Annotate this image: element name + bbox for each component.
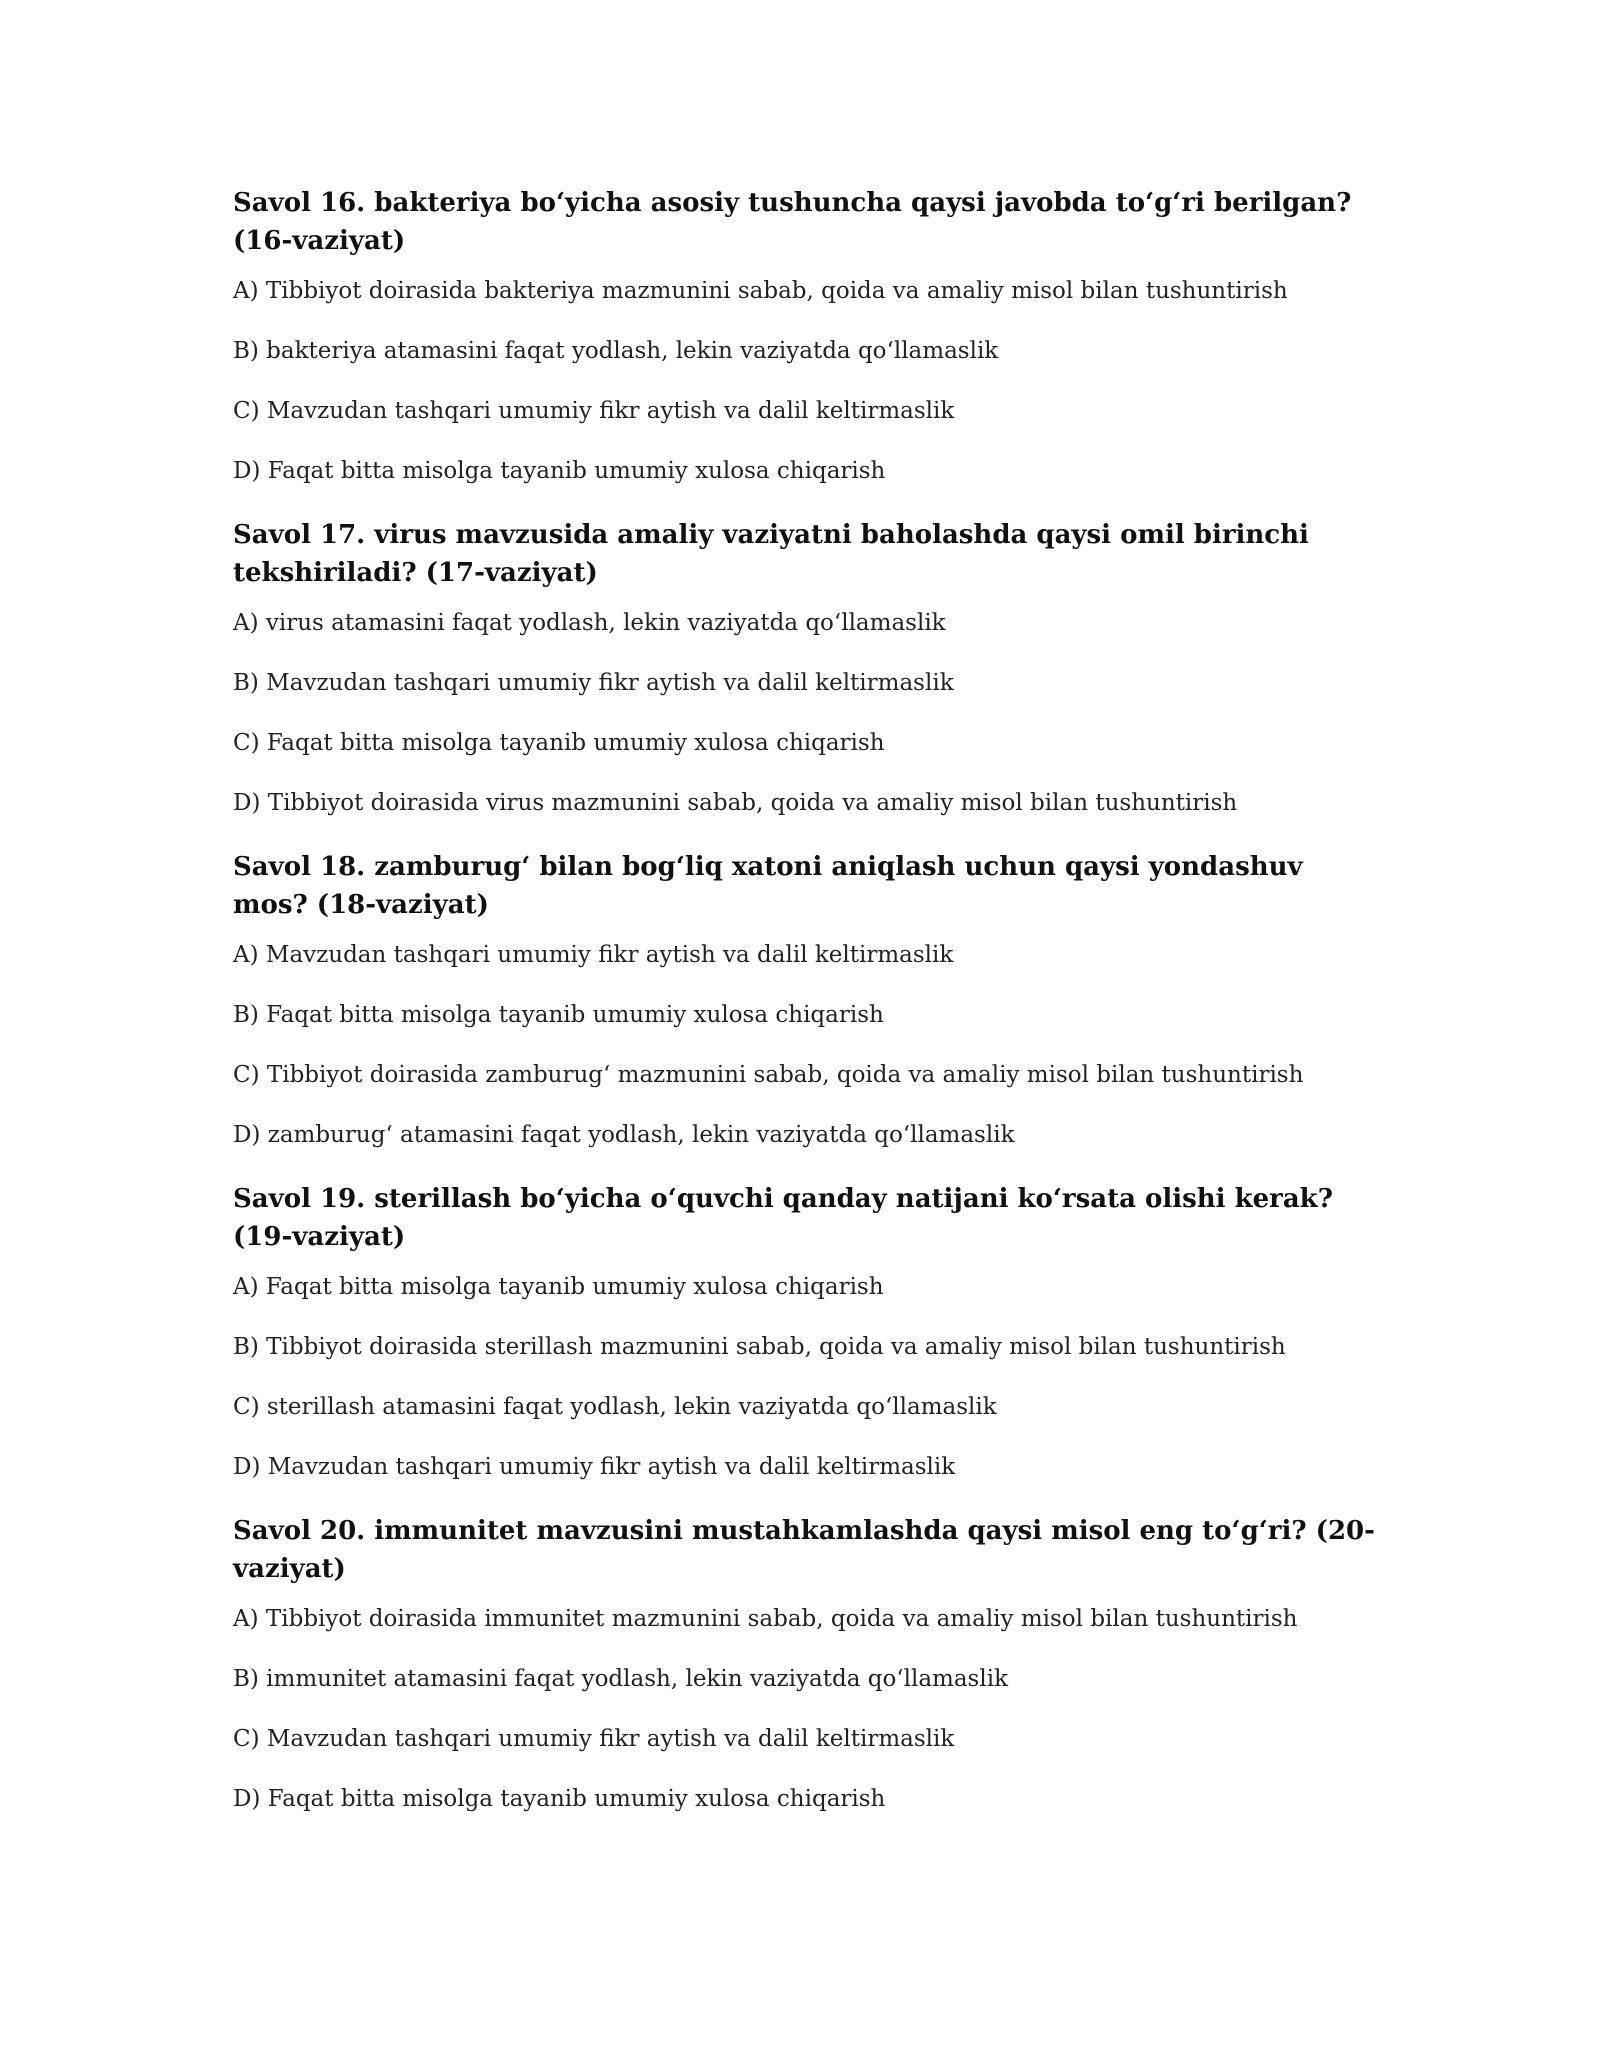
answer-option-d: D) Mavzudan tashqari umumiy fikr aytish va dalil keltirmaslik (233, 1454, 956, 1480)
answer-option-b: B) Faqat bitta misolga tayanib umumiy xulosa chiqarish (233, 1002, 884, 1028)
question-title: Savol 20. immunitet mavzusini mustahkamlashda qaysi misol eng to‘g‘ri? (20-vaziyat) (233, 1516, 1375, 1584)
answer-option-d: D) Faqat bitta misolga tayanib umumiy xulosa chiqarish (233, 1786, 886, 1812)
answer-option-d: D) Faqat bitta misolga tayanib umumiy xulosa chiqarish (233, 458, 886, 484)
answer-option-a: A) Mavzudan tashqari umumiy fikr aytish va dalil keltirmaslik (233, 942, 954, 968)
answer-option-c: C) Mavzudan tashqari umumiy fikr aytish va dalil keltirmaslik (233, 1726, 955, 1752)
question-18 (233, 848, 1383, 1150)
answer-option-c: C) sterillash atamasini faqat yodlash, lekin vaziyatda qo‘llamaslik (233, 1394, 997, 1420)
answer-option-a: A) virus atamasini faqat yodlash, lekin vaziyatda qo‘llamaslik (233, 610, 946, 636)
answer-option-b: B) Mavzudan tashqari umumiy fikr aytish va dalil keltirmaslik (233, 670, 954, 696)
question-title: Savol 17. virus mavzusida amaliy vaziyatni baholashda qaysi omil birinchi tekshiriladi? (17-vaziyat) (233, 520, 1309, 588)
answer-option-c: C) Mavzudan tashqari umumiy fikr aytish va dalil keltirmaslik (233, 398, 955, 424)
answer-option-b: B) Tibbiyot doirasida sterillash mazmunini sabab, qoida va amaliy misol bilan tushuntirish (233, 1334, 1286, 1360)
question-title: Savol 18. zamburug‘ bilan bog‘liq xatoni aniqlash uchun qaysi yondashuv mos? (18-vaziyat) (233, 852, 1303, 920)
question-19 (233, 1180, 1383, 1482)
answer-option-d: D) zamburug‘ atamasini faqat yodlash, lekin vaziyatda qo‘llamaslik (233, 1122, 1015, 1148)
question-17 (233, 516, 1383, 818)
answer-option-b: B) immunitet atamasini faqat yodlash, lekin vaziyatda qo‘llamaslik (233, 1666, 1009, 1692)
question-title: Savol 19. sterillash bo‘yicha o‘quvchi qanday natijani ko‘rsata olishi kerak? (19-vaziyat) (233, 1184, 1333, 1252)
answer-option-a: A) Tibbiyot doirasida immunitet mazmunini sabab, qoida va amaliy misol bilan tushuntirish (233, 1606, 1298, 1632)
answer-option-c: C) Tibbiyot doirasida zamburug‘ mazmunini sabab, qoida va amaliy misol bilan tushuntirish (233, 1062, 1304, 1088)
question-20 (233, 1512, 1383, 1814)
question-16 (233, 184, 1383, 486)
question-title: Savol 16. bakteriya bo‘yicha asosiy tushuncha qaysi javobda to‘g‘ri berilgan? (16-vaziyat) (233, 188, 1352, 256)
document-page (233, 184, 1383, 1826)
answer-option-a: A) Faqat bitta misolga tayanib umumiy xulosa chiqarish (233, 1274, 884, 1300)
answer-option-c: C) Faqat bitta misolga tayanib umumiy xulosa chiqarish (233, 730, 885, 756)
answer-option-d: D) Tibbiyot doirasida virus mazmunini sabab, qoida va amaliy misol bilan tushuntirish (233, 790, 1238, 816)
answer-option-b: B) bakteriya atamasini faqat yodlash, lekin vaziyatda qo‘llamaslik (233, 338, 999, 364)
answer-option-a: A) Tibbiyot doirasida bakteriya mazmunini sabab, qoida va amaliy misol bilan tushuntirish (233, 278, 1288, 304)
